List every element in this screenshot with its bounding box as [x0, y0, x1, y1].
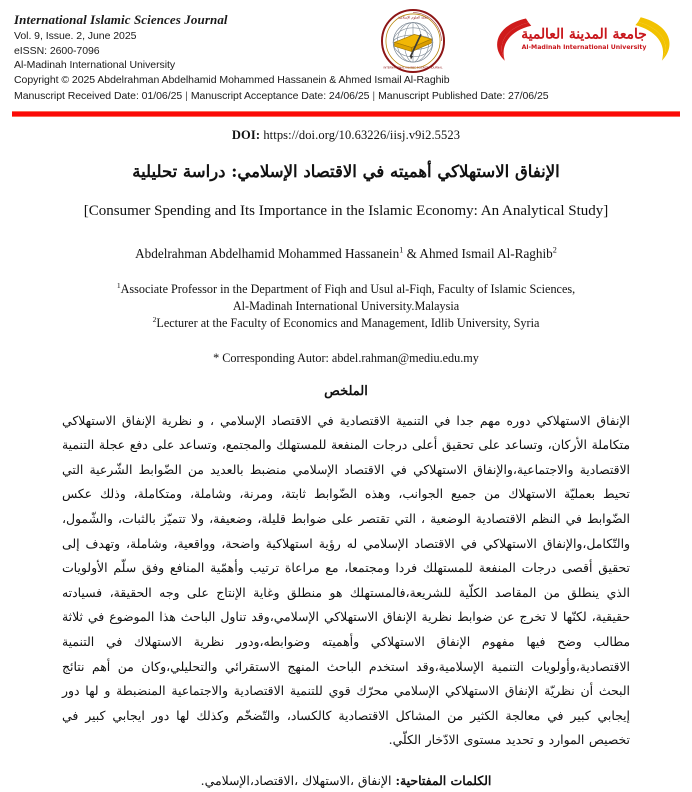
- author-line: [62, 244, 630, 263]
- affiliation-one-marker: 1: [116, 280, 121, 290]
- author-one-name: Abdelrahman Abdelhamid Mohammed Hassanein: [135, 245, 400, 261]
- affiliation-one-line1: Associate Professor in the Department of Fiqh and Usul al-Fiqh, Faculty of Islamic Sciences,: [120, 281, 576, 296]
- masthead: [0, 0, 692, 107]
- received-date: Manuscript Received Date: 01/06/25: [14, 89, 183, 102]
- header-divider-rule: [12, 111, 680, 117]
- keywords-value: الإنفاق ،الاستهلاك ،الاقتصاد،الإسلامي.: [200, 772, 392, 788]
- affiliation-two-text: Lecturer at the Faculty of Economics and Management, Idlib University, Syria: [156, 315, 540, 330]
- affiliation-one-line2: Al-Madinah International University.Malaysia: [232, 298, 460, 313]
- affiliation-two: [62, 315, 630, 332]
- article-content: [0, 128, 692, 791]
- eissn-line: eISSN: 2600-7096: [14, 44, 100, 57]
- published-date: Manuscript Published Date: 27/06/25: [378, 89, 549, 102]
- authors-conjunction: &: [403, 245, 420, 261]
- keywords-label: الكلمات المفتاحية:: [395, 772, 492, 788]
- doi-label: DOI:: [231, 128, 261, 143]
- affiliation-two-marker: 2: [152, 314, 157, 324]
- volume-issue-line: Vol. 9, Issue. 2, June 2025: [14, 30, 137, 42]
- publisher-line: Al-Madinah International University: [14, 59, 176, 72]
- copyright-line: Copyright © 2025 Abdelrahman Abdelhamid Mohammed Hassanein & Ahmed Ismail Al-Raghib: [14, 73, 450, 86]
- journal-seal-icon: [380, 8, 446, 74]
- affiliation-one-line2-row: [62, 298, 630, 315]
- abstract-body: الإنفاق الاستهلاكي دوره مهم جدا في التنمية الاقتصادية في الاقتصاد الإسلامي ، و نظرية الإنفاق الاستهلاكي متكاملة الأركان، وتساعد على تحقيق أعلى درجات المنفعة للمستهلك والمجتمع، وتساعد على دفع عجلة التنمية الاقتصادية والاجتماعية،والإنفاق الاستهلاكي في الاقتصاد الإسلامي منضبط بالعديد من الضّوابط الشّرعية التي تحيط بعمليّة الاستهلاك من جميع الجوانب، وهذه الضّوابط ثابتة، ومرنة، وشاملة، ومتكاملة، وذلك عكس الضّوابط في النظم الاقتصادية الوضعية ، التي تقتصر على ضوابط قليلة، وضعيفة، ولا تتميّز بالثبات، والشّمول، والتّكامل،والإنفاق الاستهلاكي في الاقتصاد الإسلامي له رؤية استهلاكية واضحة، وواقعية، وشاملة، وتهدف إلى تحقيق أقصى درجات المنفعة للمستهلك فردا ومجتمعا، مع مراعاة ترتيب وأهمّية المنافع وفق سلّم الأولويات الذي ينطلق من المقاصد الكلّية للشريعة،فالمستهلك هو منطلق وغاية الإنتاج على وجه الحقيقة، فسيادته حقيقية، لكنّها لا تخرج عن ضوابط نظرية الإنفاق الاستهلاكي الإسلامي،وقد تناول الباحث هذا الموضوع في ثلاثة مطالب وضح فيها مفهوم الإنفاق الاستهلاكي وأهميته وضوابطه،ودور نظرية الاستهلاك في التنمية الاقتصادية،وأولويات التنمية الإسلامية،وقد استخدم الباحث المنهج الاستقرائي والتحليلي،وكان من أهم نتائج البحث أن نظريّة الإنفاق الاستهلاكي الإسلامي محرّك قوي للتنمية الاقتصادية والاجتماعية المنضبطة و لها دور إيجابي كبير في معالجة الكثير من المشاكل الاقتصادية كالكساد، والتّضخّم وكذلك لها دور ايجابي كبير في تخصيص الموارد و تحديد مستوى الادّخار الكلّي.: [62, 412, 630, 748]
- date-separator-1: |: [185, 89, 188, 102]
- author-two-name: Ahmed Ismail Al-Raghib: [419, 245, 553, 261]
- corresponding-author-line[interactable]: * Corresponding Autor: abdel.rahman@mediu.edu.my: [213, 350, 479, 365]
- article-title-english: [Consumer Spending and Its Importance in the Islamic Economy: An Analytical Study]: [83, 202, 609, 219]
- svg-text:جامعة المدينة العالمية: جامعة المدينة العالمية: [521, 26, 647, 43]
- svg-text:مجلة العلوم الإسلامية: مجلة العلوم الإسلامية: [397, 15, 429, 20]
- svg-text:Al-Madinah International Unive: Al-Madinah International University: [521, 43, 647, 51]
- author-one-marker: 1: [399, 245, 404, 255]
- keywords-line: [62, 770, 630, 792]
- author-two-marker: 2: [552, 245, 557, 255]
- date-separator-2: |: [372, 89, 376, 102]
- affiliation-one: [62, 281, 630, 298]
- abstract-heading: الملخص: [324, 383, 368, 399]
- doi-link[interactable]: https://doi.org/10.63226/iisj.v9i2.5523: [263, 128, 461, 143]
- article-title-arabic: الإنفاق الاستهلاكي أهميته في الاقتصاد الإسلامي: دراسة تحليلية: [132, 162, 560, 182]
- svg-text:INTERNATIONAL ISLAMIC SCIENCES: INTERNATIONAL ISLAMIC SCIENCES JOURNAL: [383, 66, 443, 70]
- al-madinah-university-logo-icon: [484, 8, 684, 70]
- doi-line: [62, 128, 630, 143]
- logo-group: [380, 8, 684, 74]
- acceptance-date: Manuscript Acceptance Date: 24/06/25: [190, 89, 370, 102]
- manuscript-dates: [14, 89, 678, 104]
- journal-name: International Islamic Sciences Journal: [14, 12, 228, 27]
- affiliations: [62, 281, 630, 332]
